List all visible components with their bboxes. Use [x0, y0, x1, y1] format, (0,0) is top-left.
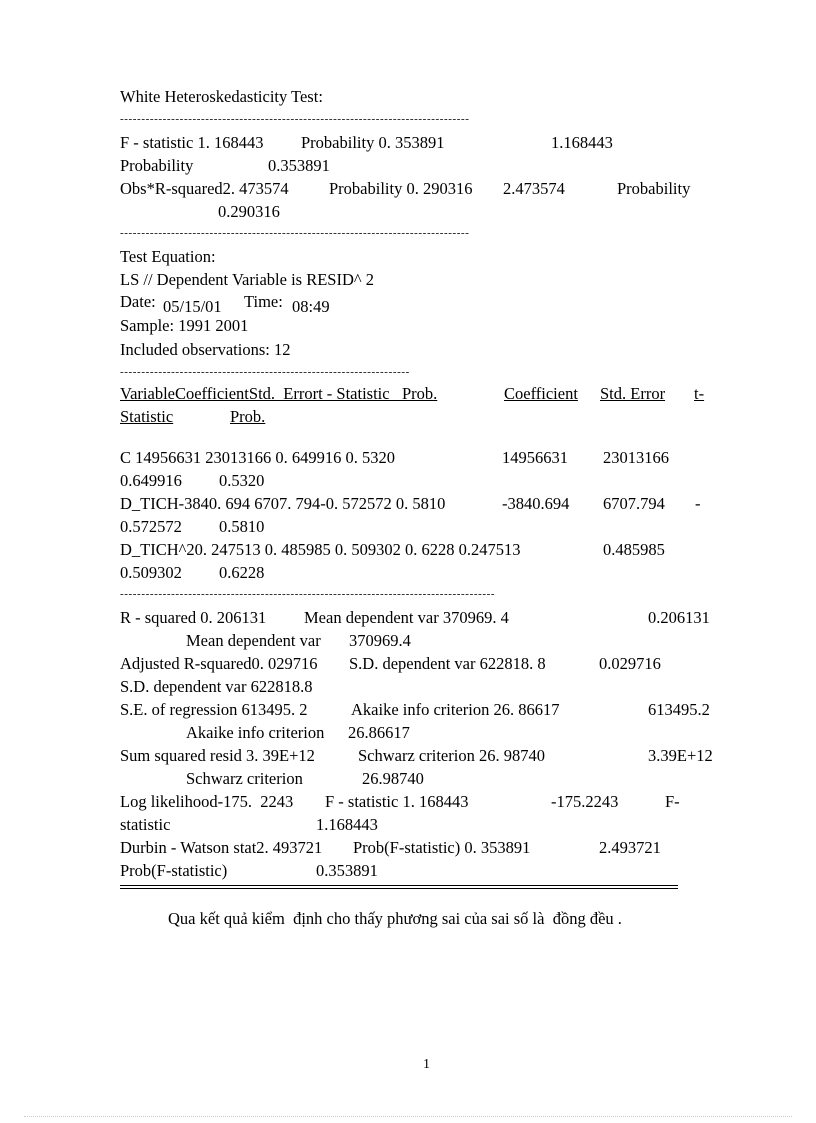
- row-d-tich-prob: 0.5810: [219, 517, 265, 536]
- date-label: Date:: [120, 292, 156, 311]
- sd-dependent-value: S.D. dependent var 622818.8: [120, 677, 313, 696]
- akaike-label: Akaike info criterion 26. 86617: [351, 700, 560, 719]
- table-row-d-tich-sq: D_TICH^20. 247513 0. 485985 0. 509302 0. 6228 0.247513: [120, 540, 521, 559]
- table-header-main: VariableCoefficientStd. Errort - Statistic Prob.: [120, 384, 438, 403]
- obs-probability-value: 0.290316: [218, 202, 280, 221]
- obs-probability-text: Probability: [617, 179, 691, 198]
- table-header-coefficient: Coefficient: [504, 384, 578, 403]
- table-row-c: C 14956631 23013166 0. 649916 0. 5320: [120, 448, 396, 467]
- durbin-watson-value: 2.493721: [599, 838, 661, 857]
- double-separator: [120, 885, 678, 889]
- schwarz-value: 26.98740: [362, 769, 424, 788]
- schwarz-text: Schwarz criterion: [186, 769, 303, 788]
- row-d-tich-minus: -: [695, 494, 701, 513]
- obs-r-squared-label: Obs*R-squared2. 473574: [120, 179, 289, 198]
- conclusion-text: Qua kết quả kiểm định cho thấy phương sai của sai số là đồng đều .: [168, 909, 622, 928]
- sample-range: Sample: 1991 2001: [120, 316, 249, 335]
- table-header-statistic: Statistic: [120, 407, 174, 426]
- schwarz-label: Schwarz criterion 26. 98740: [358, 746, 545, 765]
- mean-dependent-text: Mean dependent var: [186, 631, 321, 650]
- adjusted-r-squared-label: Adjusted R-squared0. 029716: [120, 654, 318, 673]
- table-header-t: t-: [694, 384, 705, 403]
- row-c-t-statistic: 0.649916: [120, 471, 182, 490]
- row-d-tich-sq-t-statistic: 0.509302: [120, 563, 182, 582]
- separator-4: ----------------------------------------------------------------------------------------: [120, 588, 496, 600]
- sum-squared-resid-label: Sum squared resid 3. 39E+12: [120, 746, 315, 765]
- obs-r-squared-value: 2.473574: [503, 179, 565, 198]
- r-squared-label: R - squared 0. 206131: [120, 608, 267, 627]
- row-c-prob: 0.5320: [219, 471, 265, 490]
- log-likelihood-value: -175.2243: [551, 792, 619, 811]
- prob-f-statistic-label: Prob(F-statistic) 0. 353891: [353, 838, 531, 857]
- mean-dependent-value: 370969.4: [349, 631, 411, 650]
- row-d-tich-std-error: 6707.794: [603, 494, 665, 513]
- row-d-tich-t-statistic: 0.572572: [120, 517, 182, 536]
- dependent-variable: LS // Dependent Variable is RESID^ 2: [120, 270, 374, 289]
- sum-squared-resid-value: 3.39E+12: [648, 746, 713, 765]
- probability-label: Probability: [120, 156, 194, 175]
- summary-f-text: F-: [665, 792, 680, 811]
- table-header-std-error: Std. Error: [600, 384, 666, 403]
- prob-f-statistic-value: 0.353891: [316, 861, 378, 880]
- se-regression-value: 613495.2: [648, 700, 710, 719]
- date-value: 05/15/01: [163, 297, 222, 316]
- se-regression-label: S.E. of regression 613495. 2: [120, 700, 308, 719]
- time-value: 08:49: [292, 297, 330, 316]
- mean-dependent-label: Mean dependent var 370969. 4: [304, 608, 509, 627]
- included-observations: Included observations: 12: [120, 340, 291, 359]
- r-squared-value: 0.206131: [648, 608, 710, 627]
- summary-f-statistic-value: 1.168443: [316, 815, 378, 834]
- row-d-tich-sq-prob: 0.6228: [219, 563, 265, 582]
- probability-value: 0.353891: [268, 156, 330, 175]
- row-d-tich-sq-std-error: 0.485985: [603, 540, 665, 559]
- separator-3: --------------------------------------------------------------------: [120, 366, 410, 378]
- prob-f-statistic-text: Prob(F-statistic): [120, 861, 228, 880]
- test-equation-title: Test Equation:: [120, 247, 216, 266]
- summary-statistic-text: statistic: [120, 815, 171, 834]
- log-likelihood-label: Log likelihood-175. 2243: [120, 792, 294, 811]
- row-d-tich-coefficient: -3840.694: [502, 494, 570, 513]
- f-statistic-label: F - statistic 1. 168443: [120, 133, 264, 152]
- row-c-std-error: 23013166: [603, 448, 669, 467]
- sd-dependent-label: S.D. dependent var 622818. 8: [349, 654, 546, 673]
- table-header-prob: Prob.: [230, 407, 266, 426]
- f-probability-label: Probability 0. 353891: [301, 133, 445, 152]
- akaike-text: Akaike info criterion: [186, 723, 325, 742]
- page-bottom-border: [24, 1116, 792, 1117]
- summary-f-statistic-label: F - statistic 1. 168443: [325, 792, 469, 811]
- page-number: 1: [423, 1057, 430, 1072]
- durbin-watson-label: Durbin - Watson stat2. 493721: [120, 838, 323, 857]
- adjusted-r-squared-value: 0.029716: [599, 654, 661, 673]
- time-label: Time:: [244, 292, 283, 311]
- separator-1: ----------------------------------------------------------------------------------: [120, 113, 470, 125]
- obs-probability-label: Probability 0. 290316: [329, 179, 473, 198]
- akaike-value: 26.86617: [348, 723, 410, 742]
- table-row-d-tich: D_TICH-3840. 694 6707. 794-0. 572572 0. 5810: [120, 494, 446, 513]
- separator-2: ----------------------------------------------------------------------------------: [120, 227, 470, 239]
- f-statistic-value: 1.168443: [551, 133, 613, 152]
- row-c-coefficient: 14956631: [502, 448, 568, 467]
- test-title: White Heteroskedasticity Test:: [120, 87, 323, 106]
